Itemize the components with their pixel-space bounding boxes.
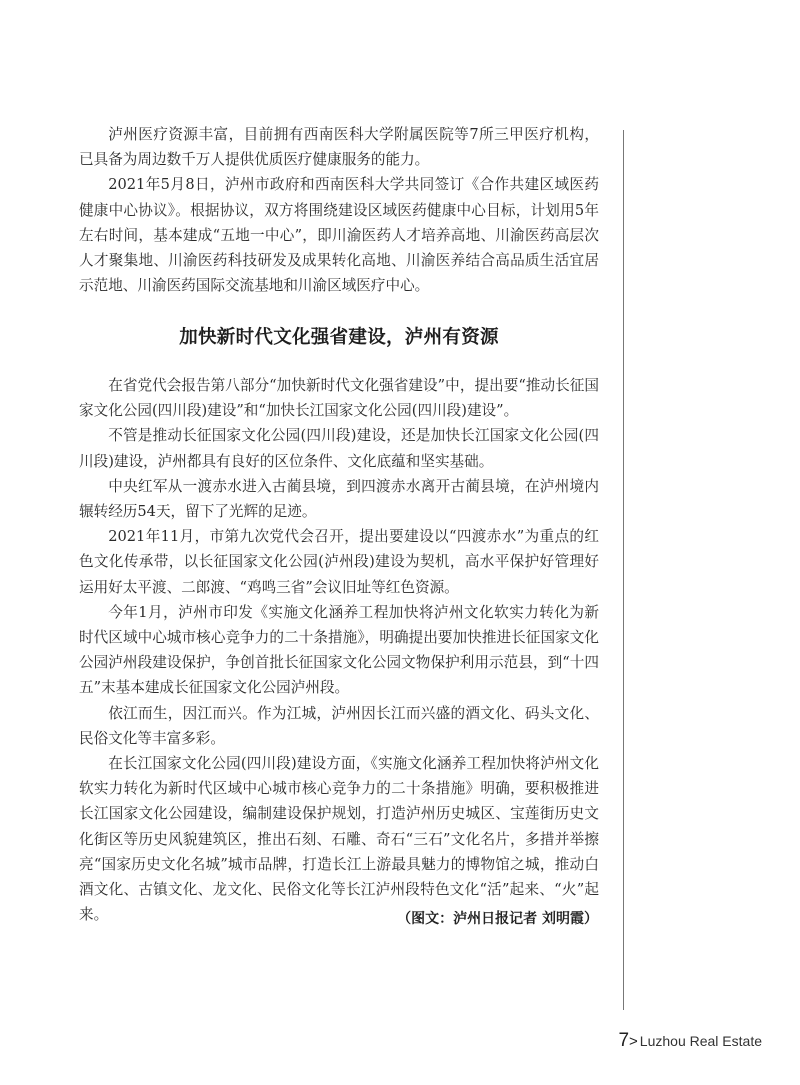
body-paragraph: 在省党代会报告第八部分“加快新时代文化强省建设”中，提出要“推动长征国家文化公园(四川段)建设”和“加快长江国家文化公园(四川段)建设”。 <box>79 377 599 420</box>
vertical-divider <box>623 130 624 1010</box>
body-paragraph: 2021年11月，市第九次党代会召开，提出要建设以“四渡赤水”为重点的红色文化传承带，以长征国家文化公园(泸州段)建设为契机，高水平保护好管理好运用好太平渡、二郎渡、“鸡鸣三省”会议旧址等红色资源。 <box>79 528 599 596</box>
body-paragraph: 中央红军从一渡赤水进入古蔺县境，到四渡赤水离开古蔺县境，在泸州境内辗转经历54天，留下了光辉的足迹。 <box>79 477 599 521</box>
author-credit: （图文：泸州日报记者 刘明霞） <box>397 911 598 927</box>
main-text-block <box>79 373 599 927</box>
arrow-icon: > <box>629 1033 638 1050</box>
intro-paragraph: 泸州医疗资源丰富，目前拥有西南医科大学附属医院等7所三甲医疗机构，已具备为周边数千万人提供优质医疗健康服务的能力。 <box>79 126 599 169</box>
intro-text-block <box>79 122 599 298</box>
publication-name: Luzhou Real Estate <box>639 1033 762 1049</box>
intro-paragraph: 2021年5月8日，泸州市政府和西南医科大学共同签订《合作共建区域医药健康中心协议》。根据协议，双方将围绕建设区域医药健康中心目标，计划用5年左右时间，基本建成“五地一中心”，即川渝医药人才培养高地、川渝医药高层次人才聚集地、川渝医药科技研发及成果转化高地、川渝医养结合高品质生活宜居示范地、川渝医药国际交流基地和川渝区域医疗中心。 <box>79 176 599 295</box>
page-footer <box>618 1030 762 1052</box>
body-paragraph: 今年1月，泸州市印发《实施文化涵养工程加快将泸州文化软实力转化为新时代区域中心城市核心竞争力的二十条措施》，明确提出要加快推进长征国家文化公园泸州段建设保护，争创首批长征国家文化公园文物保护利用示范县，到“十四五”末基本建成长征国家文化公园泸州段。 <box>79 603 599 697</box>
body-paragraph: 在长江国家文化公园(四川段)建设方面，《实施文化涵养工程加快将泸州文化软实力转化为新时代区域中心城市核心竞争力的二十条措施》明确，要积极推进长江国家文化公园建设，编制建设保护规划，打造泸州历史城区、宝莲街历史文化街区等历史风貌建筑区，推出石刻、石雕、奇石“三石”文化名片，多措并举擦亮“国家历史文化名城”城市品牌，打造长江上游最具魅力的博物馆之城，推动白酒文化、古镇文化、龙文化、民俗文化等长江泸州段特色文化“活”起来、“火”起来。 <box>79 755 599 924</box>
page-number: 7 <box>618 1030 630 1051</box>
body-paragraph: 不管是推动长征国家文化公园(四川段)建设，还是加快长江国家文化公园(四川段)建设，泸州都具有良好的区位条件、文化底蕴和坚实基础。 <box>79 427 599 470</box>
body-paragraph: 依江而生，因江而兴。作为江城，泸州因长江而兴盛的酒文化、码头文化、民俗文化等丰富多彩。 <box>79 704 599 747</box>
section-heading: 加快新时代文化强省建设，泸州有资源 <box>179 327 499 348</box>
